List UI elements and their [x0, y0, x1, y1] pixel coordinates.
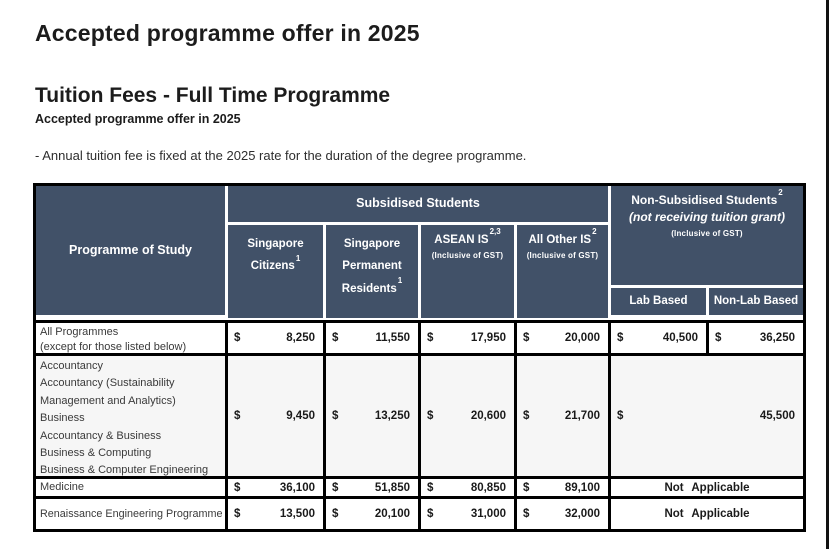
programme-line: (except for those listed below) — [40, 341, 187, 353]
programme-cell-renaissance — [36, 499, 225, 529]
fee-cell-renaissance-asean — [421, 499, 514, 529]
fee-fixed-note: - Annual tuition fee is fixed at the 2025 rate for the duration of the degree programme. — [35, 148, 527, 163]
fee-cell-accountancy-non-subsidised — [611, 356, 803, 476]
programme-line: Accountancy — [40, 360, 103, 372]
fee-cell-renaissance-not-applicable: Not Applicable — [611, 499, 803, 529]
fee-cell-medicine-asean — [421, 479, 514, 496]
subsidised-group-label: Subsidised Students — [356, 196, 480, 211]
fee-amount: 31,000 — [470, 508, 506, 520]
header-non-lab-based — [709, 288, 803, 315]
header-lab-based — [611, 288, 706, 315]
programme-line: Renaissance Engineering Programme — [40, 507, 223, 520]
currency-symbol: $ — [617, 410, 624, 422]
header-singapore-pr — [326, 225, 418, 318]
programme-cell-all-programmes — [36, 323, 225, 353]
currency-symbol: $ — [523, 332, 530, 344]
currency-symbol: $ — [332, 481, 339, 494]
programme-cell-accountancy-business — [36, 356, 225, 476]
fee-amount: 21,700 — [564, 410, 600, 422]
section-title: Tuition Fees - Full Time Programme — [35, 84, 391, 107]
lab-based-label: Lab Based — [629, 295, 688, 308]
fee-amount: 40,500 — [662, 332, 698, 344]
currency-symbol: $ — [332, 332, 339, 344]
currency-symbol: $ — [234, 332, 241, 344]
non-lab-based-label: Non-Lab Based — [713, 295, 799, 308]
asean-gst-note: (Inclusive of GST) — [431, 251, 504, 261]
currency-symbol: $ — [427, 481, 434, 494]
currency-symbol: $ — [427, 410, 434, 422]
fee-amount: 11,550 — [375, 332, 410, 344]
currency-symbol: $ — [523, 508, 530, 520]
fee-amount: 20,100 — [374, 508, 410, 520]
currency-symbol: $ — [523, 481, 530, 494]
currency-symbol: $ — [715, 332, 722, 344]
programme-line: Accountancy & Business — [40, 429, 162, 442]
header-group-subsidised — [228, 186, 608, 222]
fee-cell-renaissance-other-is — [517, 499, 608, 529]
fee-amount: 36,250 — [759, 332, 795, 344]
non-subsidised-title: Non-Subsidised Students — [631, 193, 778, 207]
table-header — [36, 186, 803, 318]
citizens-footnote-marker: 1 — [295, 253, 301, 263]
fee-cell-renaissance-citizens — [228, 499, 323, 529]
asean-footnote-marker: 2,3 — [489, 227, 501, 237]
programme-line: Medicine — [40, 481, 85, 493]
fee-cell-medicine-pr — [326, 479, 418, 496]
programme-cell-medicine — [36, 479, 225, 496]
fee-amount: 89,100 — [564, 481, 600, 494]
programme-line: Business & Computing — [40, 447, 152, 460]
non-subsidised-gst-note: (Inclusive of GST) — [671, 229, 743, 238]
fee-cell-all-programmes-citizens — [228, 323, 323, 353]
fee-amount: 8,250 — [286, 332, 315, 344]
fee-cell-medicine-citizens — [228, 479, 323, 496]
header-all-other-is — [517, 225, 608, 318]
fee-amount: 9,450 — [286, 410, 315, 422]
header-asean-is — [421, 225, 514, 318]
fee-cell-accountancy-other-is — [517, 356, 608, 476]
fee-cell-all-programmes-pr — [326, 323, 418, 353]
fee-cell-medicine-not-applicable: Not Applicable — [611, 479, 803, 496]
currency-symbol: $ — [523, 410, 530, 422]
page-title: Accepted programme offer in 2025 — [35, 20, 420, 46]
fee-cell-all-programmes-lab — [611, 323, 706, 353]
programme-line: Business & Computer Engineering — [40, 464, 209, 477]
fee-amount: 32,000 — [564, 508, 600, 520]
fee-amount: 20,600 — [470, 410, 506, 422]
singapore-citizens-label: Singapore Citizens$^1$ — [247, 238, 304, 273]
all-other-gst-note: (Inclusive of GST) — [526, 251, 599, 261]
fee-cell-all-programmes-other-is — [517, 323, 608, 353]
currency-symbol: $ — [234, 481, 241, 494]
fee-amount: 13,250 — [374, 410, 410, 422]
fee-amount: 80,850 — [470, 481, 506, 494]
programme-line: Business — [40, 412, 85, 425]
tuition-fee-table — [33, 183, 806, 532]
table-body — [36, 320, 803, 529]
header-group-non-subsidised — [611, 186, 803, 285]
header-singapore-citizens — [228, 225, 323, 318]
fee-amount: 45,500 — [759, 410, 795, 422]
all-other-is-label: All Other $IS^2$ — [528, 227, 597, 246]
fee-cell-all-programmes-non-lab — [709, 323, 803, 353]
fee-cell-accountancy-pr — [326, 356, 418, 476]
fee-amount: 13,500 — [279, 508, 315, 520]
currency-symbol: $ — [332, 508, 339, 520]
non-subsidised-title-line — [631, 188, 783, 208]
non-subsidised-subtitle: (not receiving tuition grant) — [629, 210, 785, 224]
fee-cell-medicine-other-is — [517, 479, 608, 496]
currency-symbol: $ — [234, 410, 241, 422]
fee-amount: 20,000 — [564, 332, 600, 344]
fee-cell-all-programmes-asean — [421, 323, 514, 353]
fee-cell-accountancy-citizens — [228, 356, 323, 476]
asean-is-label: ASEAN IS$^{2,3}$ — [434, 227, 501, 246]
programme-line: Accountancy (Sustainability Management and Analytics) — [40, 377, 176, 407]
pr-footnote-marker: 1 — [397, 276, 403, 286]
header-programme-of-study — [36, 186, 225, 315]
currency-symbol: $ — [427, 508, 434, 520]
singapore-pr-label: Singapore Permanent Residents$^1$ — [341, 238, 403, 295]
all-other-footnote-marker: 2 — [592, 227, 597, 237]
non-subsidised-footnote-marker: 2 — [778, 188, 783, 197]
currency-symbol: $ — [234, 508, 241, 520]
currency-symbol: $ — [332, 410, 339, 422]
section-subtitle: Accepted programme offer in 2025 — [35, 112, 241, 126]
fee-amount: 51,850 — [374, 481, 410, 494]
currency-symbol: $ — [427, 332, 434, 344]
fee-cell-renaissance-pr — [326, 499, 418, 529]
fee-amount: 36,100 — [279, 481, 315, 494]
page-edge-line — [826, 0, 829, 549]
fee-amount: 17,950 — [470, 332, 506, 344]
currency-symbol: $ — [617, 332, 624, 344]
fee-cell-accountancy-asean — [421, 356, 514, 476]
header-programme-label: Programme of Study — [69, 242, 192, 257]
programme-line: All Programmes — [40, 326, 119, 338]
